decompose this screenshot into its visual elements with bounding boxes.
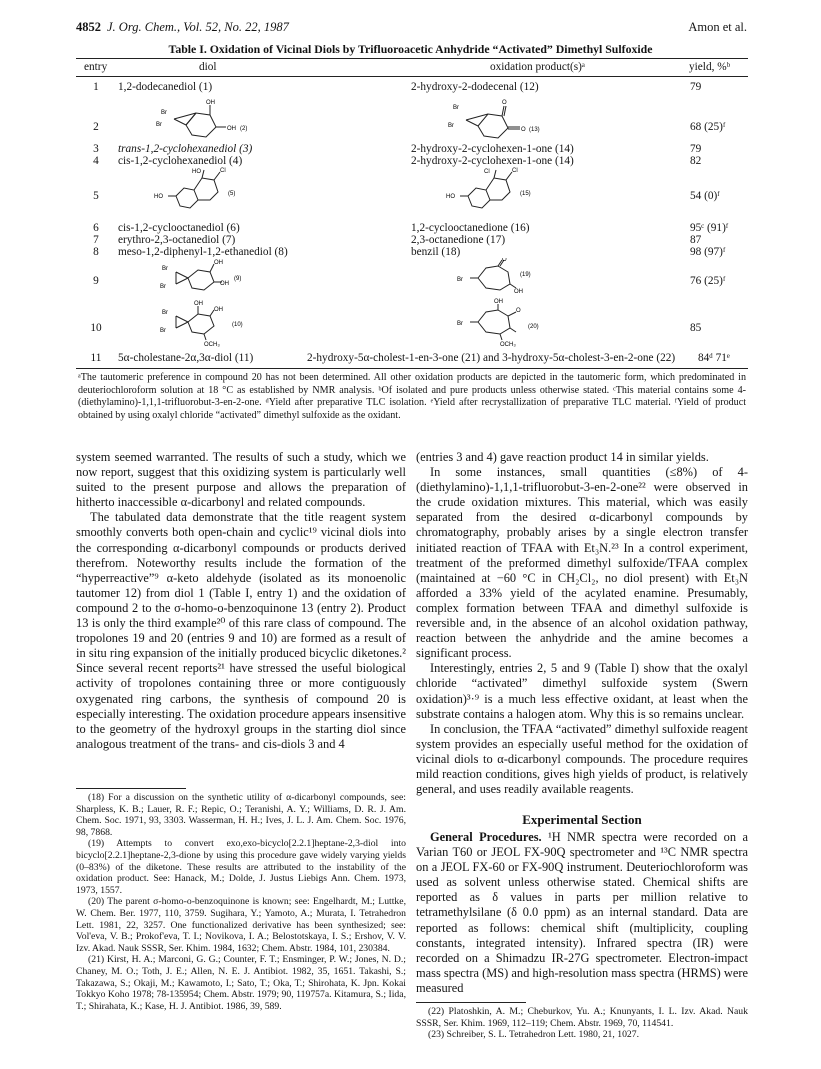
svg-text:(2): (2)	[240, 126, 248, 132]
table-cell-entry: 1	[93, 81, 99, 93]
svg-text:Br: Br	[457, 321, 463, 327]
table-header-rule	[76, 76, 748, 77]
table-cell-entry: 4	[93, 155, 99, 167]
table-cell-yield: 82	[690, 155, 702, 167]
svg-text:OH: OH	[214, 260, 223, 266]
svg-text:HO: HO	[154, 194, 163, 200]
svg-text:OH: OH	[220, 281, 229, 287]
svg-text:(9): (9)	[234, 276, 242, 282]
table-cell-diol: erythro-2,3-octanediol (7)	[118, 234, 236, 246]
svg-text:OH: OH	[214, 307, 223, 313]
table-cell-product: 2-hydroxy-2-cyclohexen-1-one (14)	[411, 143, 574, 155]
structure-19	[440, 258, 560, 298]
table-top-rule	[76, 58, 748, 59]
svg-text:Br: Br	[160, 328, 166, 334]
svg-text:OCH₃: OCH₃	[204, 342, 220, 348]
svg-text:OH: OH	[227, 126, 236, 132]
structure-9	[148, 258, 268, 298]
svg-text:HO: HO	[192, 169, 201, 175]
journal-citation: J. Org. Chem., Vol. 52, No. 22, 1987	[107, 20, 289, 34]
svg-text:Br: Br	[162, 310, 168, 316]
table-cell-entry: 7	[93, 234, 99, 246]
svg-text:OH: OH	[206, 100, 215, 106]
paragraph: system seemed warranted. The results of such a study, which we now report, suggest that this oxidizing system is particularly well suited to the present purpose and allows the preparation of hitherto inaccessible α-dicarbonyl and related compounds.	[76, 450, 406, 510]
table-cell-yield: 98 (97)ᶠ	[690, 246, 726, 258]
table-cell-yield: 54 (0)ᶠ	[690, 190, 720, 202]
structure-10	[148, 298, 268, 348]
col-header-yield: yield, %ᵇ	[689, 61, 731, 73]
paragraph-run-in-head: General Procedures.	[430, 830, 542, 844]
svg-text:Cl: Cl	[220, 168, 226, 174]
footnote-divider	[76, 788, 186, 789]
svg-text:(5): (5)	[228, 191, 236, 197]
reference: (21) Kirst, H. A.; Marconi, G. G.; Counter, F. T.; Ensminger, P. W.; Jones, N. D.; Chaney, M. O.; Toth, J. E.; Allen, N. E. J. Antibiot. 1982, 35, 1651. Takashi, S.; Takazawa, S.; Okaji, M.; Kawamoto, I.; Sato, T.; Oka, T.; Shirohata, K. Jpn. Kokai Tokkyo Koho 1978; 78-135954; Chem. Abstr. 1979; 90, 119757a. Kitamura, S.; Iida, T.; Shirahata, K.; Kase, H. J. Antibiot. 1986, 39, 589.	[76, 954, 406, 1012]
left-column-text	[76, 450, 406, 752]
table-cell-yield: 76 (25)ᶠ	[690, 275, 726, 287]
structure-2	[148, 95, 268, 147]
left-references	[76, 792, 406, 1012]
table-cell-yield: 84ᵈ 71ᵉ	[698, 352, 730, 364]
svg-text:(20): (20)	[528, 324, 539, 330]
col-header-product: oxidation product(s)ᵃ	[490, 61, 586, 73]
paragraph: (entries 3 and 4) gave reaction product 14 in similar yields.	[416, 450, 709, 464]
svg-text:OH: OH	[514, 289, 523, 295]
svg-text:Br: Br	[160, 284, 166, 290]
paragraph: The tabulated data demonstrate that the title reagent system smoothly converts both open-chain and cyclic¹⁹ vicinal diols into the corresponding α-dicarbonyl compounds or products derived therefrom. Noteworthy results include the formation of the “hyperreactive”⁹ α-keto aldehyde (isolated as its monoenolic tautomer 12) from diol 1 (Table I, entry 1) and the oxidation of compound 2 to the σ-homo-o-benzoquinone 13 (entry 2). Product 13 is only the third example²⁰ of this rare class of compound. The tropolones 19 and 20 (entries 9 and 10) are formed as a result of in situ ring expansion of the initially produced bicyclic diketones.² Since several recent reports²¹ have stressed the useful biological activity of tropolones containing three or more contiguously oxygenated ring carbons, the synthesis of compound 20 is especially interesting. The oxidation procedure appears insensitive to the geometry of the hydroxyl groups in the starting diol since analogous treatment of the trans- and cis-diols 3 and 4	[76, 510, 406, 751]
svg-text:Br: Br	[156, 122, 162, 128]
table-cell-entry: 3	[93, 143, 99, 155]
table-cell-product: 2-hydroxy-5α-cholest-1-en-3-one (21) and 3-hydroxy-5α-cholest-3-en-2-one (22)	[307, 352, 676, 364]
table-cell-yield: 95ᶜ (91)ᶠ	[690, 222, 729, 234]
table-title: Table I. Oxidation of Vicinal Diols by Trifluoroacetic Anhydride “Activated” Dimethyl Sulfoxide	[168, 42, 653, 56]
svg-text:Cl: Cl	[512, 168, 518, 174]
right-column-text	[416, 450, 748, 797]
reference: (20) The parent σ-homo-o-benzoquinone is known; see: Engelhardt, M.; Luttke, W. Chem. Ber. 1977, 110, 3759. Sugihara, Y.; Yamoto, A.; Murata, I. Tetrahedron Lett. 1981, 22, 3257. One functionalized derivative has been synthesized; see: Vol'eva, V. B.; Prokof'eva, T. I.; Novikova, I. A.; Belostotskaya, I. S.; Ershov, V. V. Izv. Akad. Nauk SSSR, Ser. Khim. 1984, 1632; Chem. Abstr. 1984, 101, 230384.	[76, 896, 406, 954]
svg-text:(10): (10)	[232, 322, 243, 328]
section-title: Experimental Section	[522, 812, 642, 827]
table-cell-product: 2-hydroxy-2-cyclohexen-1-one (14)	[411, 155, 574, 167]
table-cell-diol: cis-1,2-cyclooctanediol (6)	[118, 222, 240, 234]
table-cell-entry: 5	[93, 190, 99, 202]
svg-text:(15): (15)	[520, 191, 531, 197]
table-footnote: ᵃThe tautomeric preference in compound 20 has not been determined. All other oxidation products are depicted in the tautomeric form, which predominated in deuteriochloroform solution at 18 °C as established by NMR analysis. ᵇOf isolated and pure products unless otherwise stated. ᶜThis material contains some 4-(diethylamino)-1,1,1-trifluorobut-3-en-2-one. ᵈYield after preparative TLC isolation. ᵉYield after recrystallization of preparative TLC material. ᶠYield of product obtained by using oxalyl chloride “activated” dimethyl sulfoxide as the oxidant.	[78, 372, 746, 421]
paragraph: In conclusion, the TFAA “activated” dimethyl sulfoxide reagent system provides an especially useful method for the oxidation of vicinal diols to α-dicarbonyl compounds. The procedure requires mild reaction conditions, gives high yields of product, is relatively general, and uses readily available reagents.	[416, 721, 748, 797]
svg-text:O: O	[502, 100, 507, 106]
footnote-divider	[416, 1002, 526, 1003]
table-cell-yield: 85	[690, 322, 702, 334]
structure-13	[440, 96, 560, 148]
reference: (18) For a discussion on the synthetic utility of α-dicarbonyl compounds, see: Sharpless, K. B.; Lauer, R. F.; Repic, O.; Teranishi, A. Y.; Williams, D. R. J. Am. Chem. Soc. 1971, 93, 3303. Wasserman, H. H.; Ives, J. L. J. Am. Chem. Soc. 1976, 98, 7868.	[76, 792, 406, 838]
svg-text:O: O	[516, 308, 521, 314]
table-cell-diol: trans-1,2-cyclohexanediol (3)	[118, 143, 253, 155]
col-header-entry: entry	[84, 61, 108, 73]
table-cell-entry: 8	[93, 246, 99, 258]
table-cell-diol: 5α-cholestane-2α,3α-diol (11)	[118, 352, 254, 364]
table-bottom-rule	[76, 368, 748, 369]
table-cell-yield: 79	[690, 143, 702, 155]
table-cell-diol: cis-1,2-cyclohexanediol (4)	[118, 155, 243, 167]
svg-text:(19): (19)	[520, 272, 531, 278]
running-header	[76, 20, 289, 35]
svg-text:Br: Br	[161, 110, 167, 116]
svg-text:OH: OH	[194, 301, 203, 307]
table-cell-entry: 11	[90, 352, 102, 364]
svg-text:O: O	[521, 127, 526, 133]
table-cell-diol: 1,2-dodecanediol (1)	[118, 81, 213, 93]
table-cell-entry: 10	[90, 322, 102, 334]
svg-text:Br: Br	[448, 123, 454, 129]
table-cell-product: 1,2-cyclooctanedione (16)	[411, 222, 530, 234]
svg-text:(13): (13)	[529, 127, 540, 133]
reference: (22) Platoshkin, A. M.; Cheburkov, Yu. A.; Knunyants, I. L. Izv. Akad. Nauk SSSR, Ser. Khim. 1969, 112–119; Chem. Abstr. 1969, 70, 114541.	[416, 1006, 748, 1029]
table-cell-yield: 68 (25)ᶠ	[690, 121, 726, 133]
table-cell-product: benzil (18)	[411, 246, 461, 258]
svg-text:HO: HO	[446, 194, 455, 200]
page-number: 4852	[76, 20, 101, 34]
table-cell-product: 2,3-octanedione (17)	[411, 234, 506, 246]
svg-text:Br: Br	[453, 105, 459, 111]
right-references	[416, 1006, 748, 1041]
table-cell-entry: 9	[93, 275, 99, 287]
table-cell-yield: 87	[690, 234, 702, 246]
svg-text:OH: OH	[494, 299, 503, 305]
table-cell-diol: meso-1,2-diphenyl-1,2-ethanediol (8)	[118, 246, 288, 258]
structure-5	[148, 166, 268, 218]
reference: (23) Schreiber, S. L. Tetrahedron Lett. 1980, 21, 1027.	[428, 1029, 640, 1041]
structure-15	[440, 166, 560, 218]
svg-text:Cl: Cl	[484, 169, 490, 175]
paragraph: In some instances, small quantities (≤8%) of 4-(diethylamino)-1,1,1-trifluorobut-3-en-2-one²² were observed in the crude oxidation mixtures. This material, which was easily separated from the desired α-dicarbonyl compounds by chromatography, probably arises by a single electron transfer initiated reaction of TFAA with Et₃N.²³ In a control experiment, treatment of the preformed dimethyl sulfoxide/TFAA complex (maintained at −60 °C in CH₂Cl₂, no diol present) with Et₃N afforded a 33% yield of the acylated enamine. Presumably, complex formation between TFAA and dimethyl sulfoxide is reversible and, in the absence of an alcohol oxidation pathway, reaction between the anhydride and the amine becomes a significant process.	[416, 465, 748, 661]
structure-20	[440, 298, 560, 348]
svg-text:O: O	[502, 258, 507, 263]
table-cell-entry: 2	[93, 121, 99, 133]
svg-text:Br: Br	[457, 277, 463, 283]
table-cell-product: 2-hydroxy-2-dodecenal (12)	[411, 81, 539, 93]
table-cell-entry: 6	[93, 222, 99, 234]
svg-text:OCH₃: OCH₃	[500, 342, 516, 348]
paragraph: ¹H NMR spectra were recorded on a Varian T60 or JEOL FX-90Q spectrometer and ¹³C NMR spectra on a JEOL FX-60 or FX-90Q instrument. Deuteriochloroform was used as solvent unless otherwise stated. Chemical shifts are reported as δ values in parts per million relative to tetramethylsilane (δ 0.0 ppm) as an internal standard. Data are reported as follows: chemical shift (multiplicity, coupling constants, integrated intensity). Infrared spectra (IR) were recorded on a Shimadzu IR-27G spectrometer. Electron-impact mass spectra (MS) and high-resolution mass spectra (HRMS) were measured	[416, 830, 748, 995]
experimental-paragraph	[416, 830, 748, 996]
paragraph: Interestingly, entries 2, 5 and 9 (Table I) show that the oxalyl chloride “activated” dimethyl sulfoxide system (Swern oxidation)³·⁹ is a much less effective oxidant, at least when the substrate contains a halogen atom. Why this is so remains unclear.	[416, 661, 748, 721]
svg-text:Br: Br	[162, 266, 168, 272]
col-header-diol: diol	[199, 61, 217, 73]
running-authors: Amon et al.	[688, 20, 747, 34]
reference: (19) Attempts to convert exo,exo-bicyclo[2.2.1]heptane-2,3-diol into bicyclo[2.2.1]heptane-2,3-dione by using this procedure gave widely varying yields (0–83%) of the diketone. These results are attributed to the instability of the oxidation product. See: Hanack, M.; Dolde, J. Justus Liebigs Ann. Chem. 1973, 1973, 1557.	[76, 838, 406, 896]
table-cell-yield: 79	[690, 81, 702, 93]
